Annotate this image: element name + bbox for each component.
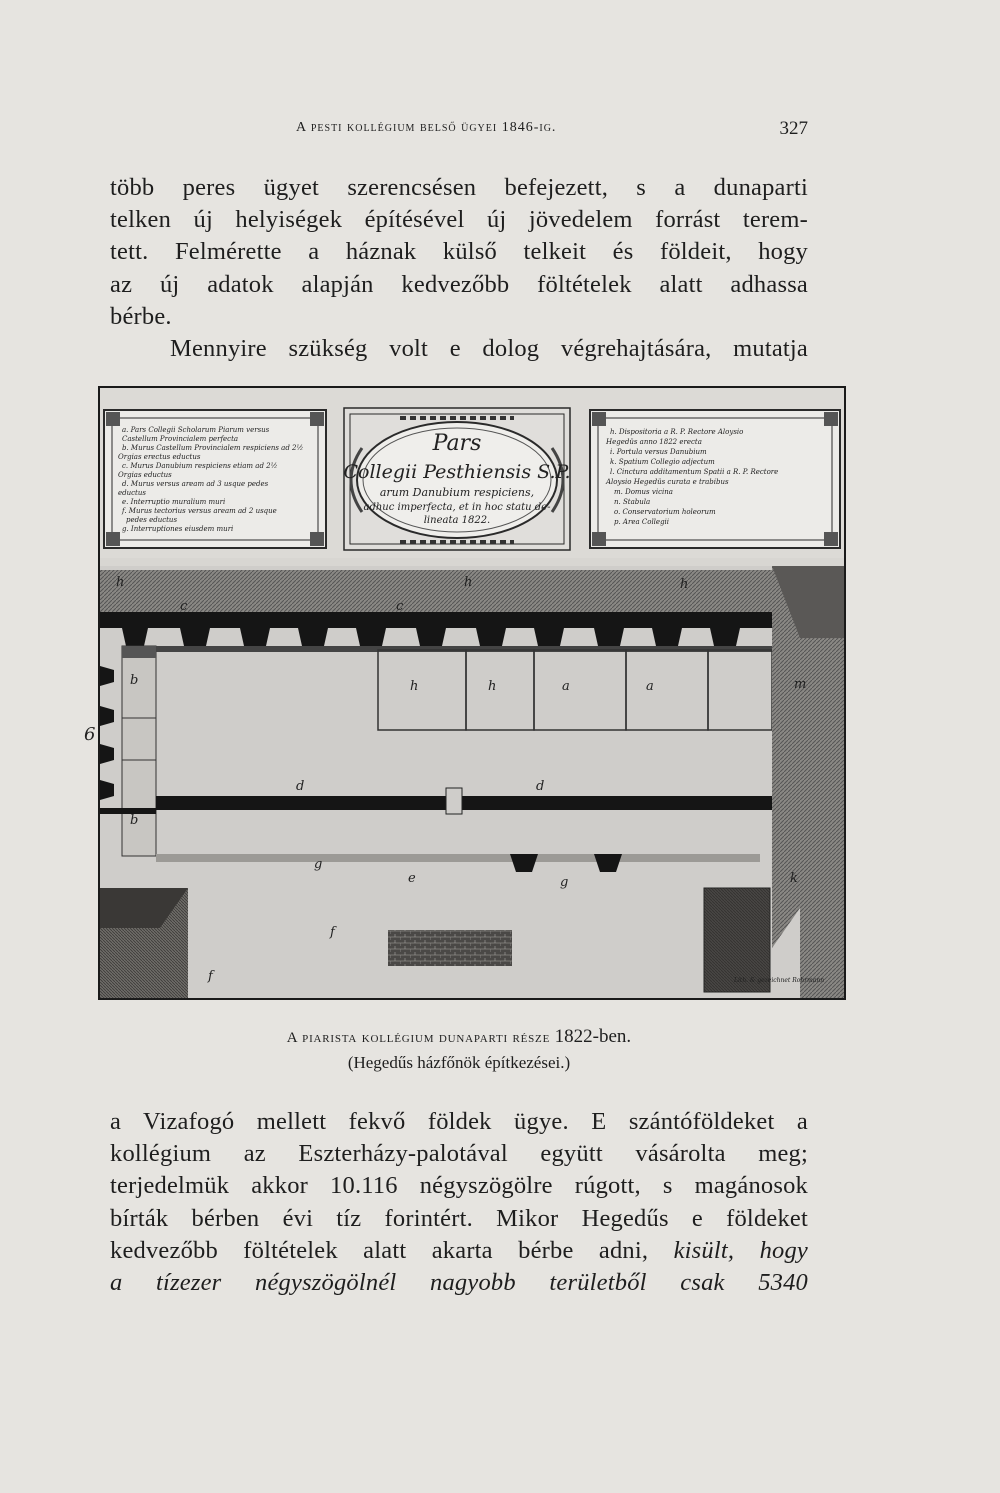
lithographer-signature: Lith. & gezeichnet Rohrmann bbox=[734, 977, 825, 984]
text-line: az új adatok alapján kedvezőbb föltételek alatt adhassa bbox=[110, 270, 808, 298]
legend-left-line: pedes eductus bbox=[126, 516, 178, 524]
paragraph-2 bbox=[110, 1106, 808, 1299]
caption-year: 1822-ben. bbox=[554, 1026, 632, 1047]
plan-letter: b bbox=[130, 813, 139, 828]
italic-run: a tízezer négyszögölnél nagyobb területből csak 5340 bbox=[110, 1269, 808, 1297]
caption-title: A piarista kollégium dunaparti része bbox=[286, 1030, 551, 1046]
legend-right-line: l. Cinctura additamentum Spatii a R. P. Rectore bbox=[610, 468, 779, 476]
text-line: több peres ügyet szerencsésen befejezett, s a dunaparti bbox=[110, 174, 808, 201]
plan-letter: h bbox=[488, 679, 497, 694]
legend-right-line: o. Conservatorium holeorum bbox=[614, 508, 716, 516]
plan-letter: f bbox=[208, 969, 213, 984]
legend-left-line: e. Interruptio muralium muri bbox=[122, 498, 226, 506]
legend-left-line: Castellum Provincialem perfecta bbox=[122, 435, 239, 443]
page-header bbox=[110, 118, 808, 142]
text-line bbox=[110, 1267, 808, 1299]
floor-plan-figure bbox=[84, 386, 846, 1000]
page-number: 327 bbox=[779, 118, 808, 139]
plan-letter: h bbox=[680, 577, 689, 592]
cartouche-title-line: adhuc imperfecta, et in hoc statu de- bbox=[363, 502, 551, 513]
text-line bbox=[110, 1235, 808, 1267]
italic-run: kisült, hogy bbox=[673, 1236, 808, 1264]
legend-left-cartouche bbox=[104, 410, 326, 548]
text-line: bírták bérben évi tíz forintért. Mikor Hegedűs e földeket bbox=[110, 1204, 808, 1232]
legend-right-cartouche bbox=[590, 410, 840, 548]
text-line: telken új helyiségek építésével új jövedelem forrást terem- bbox=[110, 206, 808, 234]
plan-letter: g bbox=[314, 857, 323, 872]
plan-letter: b bbox=[130, 673, 139, 688]
plan-letter: h bbox=[464, 575, 473, 590]
text-line: tett. Felmérette a háznak külső telkeit és földeit, hogy bbox=[110, 238, 808, 266]
plan-letter: m bbox=[794, 677, 807, 692]
plan-letter: h bbox=[410, 679, 419, 694]
legend-left-line: eductus bbox=[118, 489, 146, 497]
legend-right-line: Hegedüs anno 1822 erecta bbox=[606, 438, 702, 446]
cartouche-title-line: lineata 1822. bbox=[423, 515, 491, 526]
text-line: a Vizafogó mellett fekvő földek ügye. E szántóföldeket a bbox=[110, 1108, 808, 1135]
plan-drawing bbox=[84, 566, 844, 998]
figure-subcaption: (Hegedűs házfőnök építkezései.) bbox=[347, 1053, 571, 1072]
legend-right-line: n. Stabula bbox=[614, 498, 651, 506]
legend-left-line: b. Murus Castellum Provincialem respiciens ad 2½ bbox=[122, 444, 304, 452]
plan-letter: e bbox=[408, 871, 416, 886]
plan-letter: f bbox=[330, 925, 335, 940]
title-cartouche bbox=[343, 408, 570, 550]
legend-left-line: Orgias eductus bbox=[118, 471, 172, 479]
legend-right-line: m. Domus vicina bbox=[614, 488, 673, 496]
legend-left-line: d. Murus versus aream ad 3 usque pedes bbox=[122, 480, 269, 488]
plan-letter: c bbox=[396, 599, 404, 614]
plan-letter: a bbox=[646, 679, 654, 694]
cartouche-title-line: arum Danubium respiciens, bbox=[379, 486, 535, 499]
cartouche-title-pars: Pars bbox=[432, 431, 482, 456]
legend-left-line: f. Murus tectorius versus aream ad 2 usque bbox=[122, 507, 277, 515]
legend-right-line: i. Portula versus Danubium bbox=[610, 448, 707, 456]
text-line: kollégium az Eszterházy-palotával együtt vásárolta meg; bbox=[110, 1140, 808, 1168]
plan-letter: a bbox=[562, 679, 570, 694]
legend-left-line: Orgias erectus eductus bbox=[118, 453, 201, 461]
legend-left-line: c. Murus Danubium respiciens etiam ad 2½ bbox=[122, 462, 278, 470]
plan-letter: k bbox=[790, 871, 798, 886]
plan-letter: 6 bbox=[84, 724, 96, 745]
plan-letter: c bbox=[180, 599, 188, 614]
legend-left-line: a. Pars Collegii Scholarum Piarum versus bbox=[122, 426, 270, 434]
legend-right-line: h. Dispositoria a R. P. Rectore Aloysio bbox=[610, 428, 744, 436]
plan-letter: d bbox=[296, 779, 305, 794]
plan-letter: h bbox=[116, 575, 125, 590]
legend-right-line: k. Spatium Collegio adjectum bbox=[610, 458, 715, 466]
floor-plan-drawing bbox=[84, 388, 844, 998]
text-line: Mennyire szükség volt e dolog végrehajtására, mutatja bbox=[170, 335, 808, 363]
plan-letter: g bbox=[560, 875, 569, 890]
paragraph-1 bbox=[110, 172, 808, 365]
text-line: terjedelmük akkor 10.116 négyszögölre rúgott, s magánosok bbox=[110, 1172, 808, 1200]
legend-right-line: Aloysio Hegedüs curata e trabibus bbox=[606, 478, 729, 486]
legend-left-line: g. Interruptiones eiusdem muri bbox=[122, 525, 234, 533]
text-run: kedvezőbb föltételek alatt akarta bérbe adni, bbox=[110, 1236, 649, 1264]
legend-right-line: p. Area Collegii bbox=[614, 518, 670, 526]
plan-letter: d bbox=[536, 779, 545, 794]
text-line: bérbe. bbox=[110, 302, 172, 330]
figure-caption bbox=[110, 1026, 808, 1048]
cartouche-title-line: Collegii Pesthiensis S.P. bbox=[343, 461, 571, 483]
running-title: A pesti kollégium belső ügyei 1846-ig. bbox=[296, 120, 557, 135]
